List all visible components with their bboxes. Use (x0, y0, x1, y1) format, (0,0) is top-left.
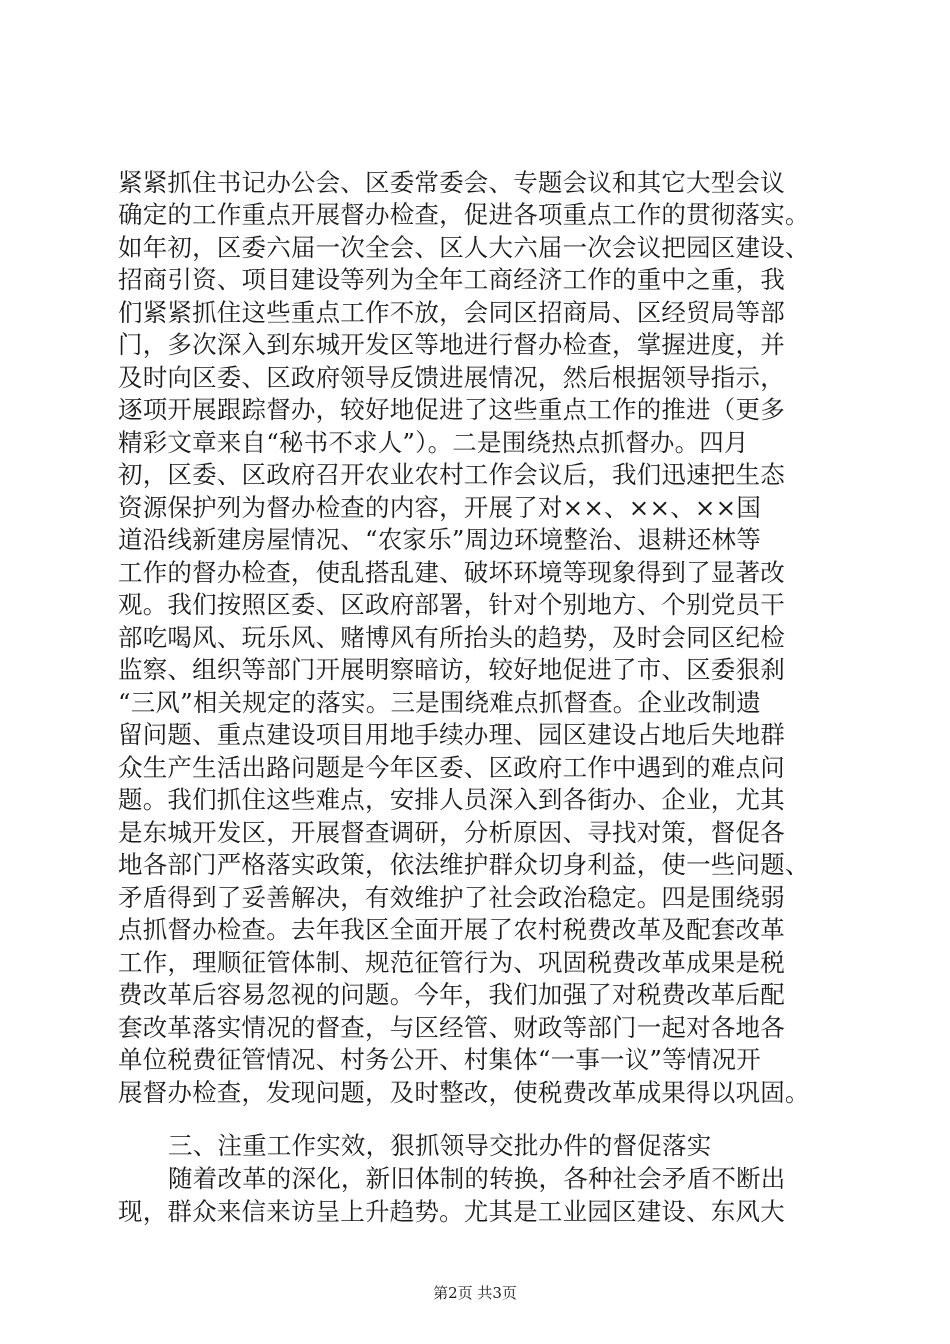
text-line: 紧紧抓住书记办公会、区委常委会、专题会议和其它大型会议 (118, 168, 785, 197)
text-line: 初，区委、区政府召开农业农村工作会议后，我们迅速把生态 (118, 460, 785, 489)
text-line: 部吃喝风、玩乐风、赌博风有所抬头的趋势，及时会同区纪检 (118, 623, 785, 652)
text-line: 费改革后容易忽视的问题。今年，我们加强了对税费改革后配 (118, 980, 785, 1009)
text-line: 地各部门严格落实政策，依法维护群众切身利益，使一些问题、 (118, 850, 810, 879)
text-line: 随着改革的深化，新旧体制的转换，各种社会矛盾不断出 (168, 1164, 786, 1193)
text-line: 道沿线新建房屋情况、“农家乐”周边环境整治、退耕还林等 (118, 525, 761, 554)
text-line: 矛盾得到了妥善解决，有效维护了社会政治稳定。四是围绕弱 (118, 883, 785, 912)
text-line: 门，多次深入到东城开发区等地进行督办检查，掌握进度，并 (118, 330, 785, 359)
text-line: 套改革落实情况的督查，与区经管、财政等部门一起对各地各 (118, 1013, 785, 1042)
text-line: 精彩文章来自“秘书不求人”）。二是围绕热点抓督办。四月 (118, 428, 749, 457)
text-line: 监察、组织等部门开展明察暗访，较好地促进了市、区委狠刹 (118, 655, 785, 684)
text-line: 单位税费征管情况、村务公开、村集体“一事一议”等情况开 (118, 1045, 761, 1074)
page-footer: 第2页 共3页 (433, 1284, 517, 1302)
text-line: 如年初，区委六届一次全会、区人大六届一次会议把园区建设、 (118, 233, 810, 262)
text-line: “三风”相关规定的落实。三是围绕难点抓督查。企业改制遗 (118, 688, 761, 717)
text-line: 逐项开展跟踪督办，较好地促进了这些重点工作的推进（更多 (118, 395, 785, 424)
text-line: 题。我们抓住这些难点，安排人员深入到各街办、企业，尤其 (118, 785, 785, 814)
text-line: 资源保护列为督办检查的内容，开展了对××、××、××国 (118, 493, 762, 522)
text-line: 展督办检查，发现问题，及时整改，使税费改革成果得以巩固。 (118, 1078, 810, 1107)
text-line: 留问题、重点建设项目用地手续办理、园区建设占地后失地群 (118, 720, 785, 749)
text-line: 们紧紧抓住这些重点工作不放，会同区招商局、区经贸局等部 (118, 298, 785, 327)
section-heading: 三、注重工作实效，狠抓领导交批办件的督促落实 (168, 1131, 712, 1160)
text-line: 观。我们按照区委、区政府部署，针对个别地方、个别党员干 (118, 590, 785, 619)
text-line: 点抓督办检查。去年我区全面开展了农村税费改革及配套改革 (118, 915, 785, 944)
text-line: 是东城开发区，开展督查调研，分析原因、寻找对策，督促各 (118, 818, 785, 847)
text-line: 工作，理顺征管体制、规范征管行为、巩固税费改革成果是税 (118, 948, 785, 977)
text-line: 确定的工作重点开展督办检查，促进各项重点工作的贯彻落实。 (118, 200, 810, 229)
text-line: 招商引资、项目建设等列为全年工商经济工作的重中之重，我 (118, 265, 785, 294)
text-line: 及时向区委、区政府领导反馈进展情况，然后根据领导指示， (118, 363, 785, 392)
text-line: 众生产生活出路问题是今年区委、区政府工作中遇到的难点问 (118, 753, 785, 782)
text-line: 工作的督办检查，使乱搭乱建、破坏环境等现象得到了显著改 (118, 558, 785, 587)
text-line: 现，群众来信来访呈上升趋势。尤其是工业园区建设、东风大 (118, 1197, 785, 1226)
